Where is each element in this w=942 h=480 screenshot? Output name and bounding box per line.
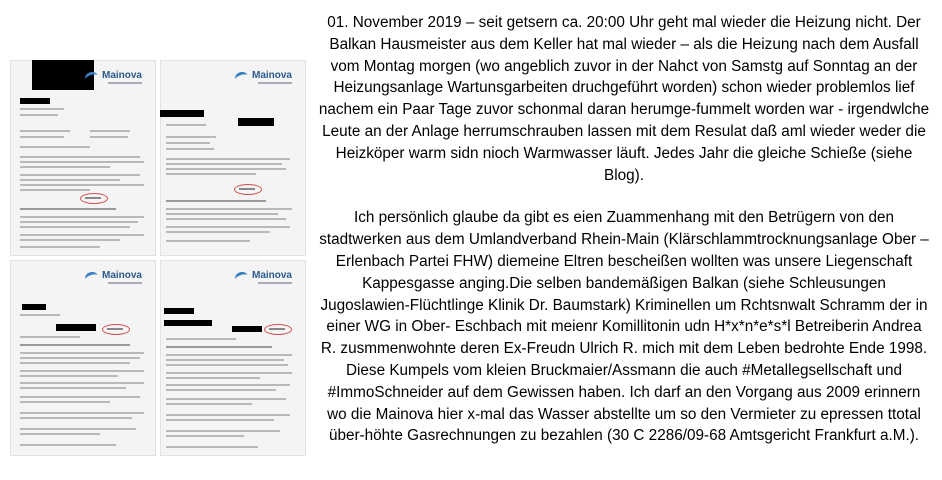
redaction-block [160,110,204,117]
logo-text: Mainova [251,70,292,81]
scanned-letter-3 [10,260,156,456]
redaction-block [56,324,96,331]
logo-text: Mainova [101,270,142,281]
mainova-logo-icon [85,270,99,282]
scanned-letter-4 [160,260,306,456]
mainova-logo [235,270,292,282]
redaction-block [232,326,262,332]
circled-amount [80,193,108,204]
mainova-logo [235,70,292,82]
scanned-letter-2 [160,60,306,256]
circled-amount [234,184,262,195]
paragraph-2: Ich persönlich glaube da gibt es eien Zuammenhang mit den Betrügern von den stadtwerken aus dem Umlandverband Rhein-Main (Klärschlammtrocknungsanlage Ober –Erlenbach Partei FHW) diemeine Eltren bescheißen wollten was unsere Liegenschaft Kappesgasse anging.Die selben bandemäßigen Balkan (siehe Schleusungen Jugoslawien-Flüchtlinge Klinik Dr. Baumstark) Kriminellen um Rchtsnwalt Schramm der in einer WG in Ober- Eschbach mit meienr Komillitonin udn H*x*n*e*s*l Betreiberin Andrea R. zusmmenwohnte deren Ex-Freudn Ulrich R. mich mit dem Leben bedrohte Ende 1998. Diese Kumpels vom kleien Bruckmaier/Assmann die auch #Metallegsellschaft und #ImmoSchneider auf dem Gewissen haben. Ich darf an den Vorgang aus 2009 erinnern wo die Mainova hier x-mal das Wasser abstellte um so den Vermieter zu epressen ttotal über-höhte Gasrechnungen zu bezahlen (30 C 2286/09-68 Amtsgericht Frankfurt a.M.). [319,209,929,445]
scanned-letters-collage [8,60,308,455]
mainova-logo-icon [235,70,249,82]
redaction-block [238,118,274,126]
document-text [318,12,930,447]
logo-text: Mainova [251,270,292,281]
circled-amount [264,324,292,335]
redaction-block [164,320,212,326]
redaction-block [22,304,46,310]
redaction-block [164,308,194,314]
circled-amount [102,324,130,335]
mainova-logo-icon [235,270,249,282]
paragraph-1: 01. November 2019 – seit getsern ca. 20:00 Uhr geht mal wieder die Heizung nicht. Der Balkan Hausmeister aus dem Keller hat mal wieder – als die Heizung nach dem Ausfall vom Montag morgen (wo angeblich zuvor in der Nahct von Samstg auf Sonntag an der Heizungsanlage Wartunsgarbeiten druchgeführt worden) schon wieder problemlos lief nachem ein Paar Tage zuvor schonmal daran herumge-fummelt worden war - irgendwlche Leute an der Anlage herrumschrauben lassen mit dem Resulat daß aml wieder weder die Heizköper warm sidn nioch Warmwasser läuft. Jedes Jahr die gleiche Schieße (siehe Blog). [318,14,930,184]
scanned-letter-1 [10,60,156,256]
mainova-logo [85,70,142,82]
mainova-logo [85,270,142,282]
mainova-logo-icon [85,70,99,82]
redaction-block [20,98,50,104]
logo-text: Mainova [101,70,142,81]
